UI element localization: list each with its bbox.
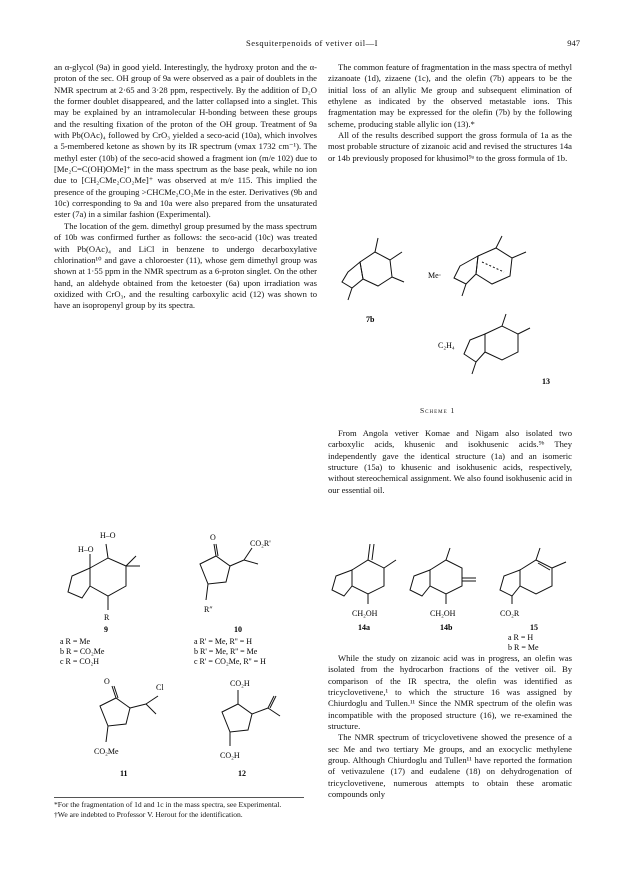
structure-11	[100, 686, 158, 742]
legend-10-c: c R' = CO₂Me, R'' = H	[194, 657, 266, 666]
left-paragraph: an α-glycol (9a) in good yield. Interestingly, the hydroxy proton and the α-proton of the sec. OH group of 9a were observed as a pair of doublets in the NMR spectrum at 2·65 and 3·28 ppm, respectively. By the addition of D₂O the former doublet disappeared, and the latter collapsed into a singlet. This may be explained by an intramolecular H-bonding between these groups and the resulting fixation of the proton of the OH group. Treatment of 9a with Pb(OAc)₄ followed by CrO₃ yielded a seco-acid (10a), which involves a 5-membered ketone as shown by its IR spectrum (νmax 1732 cm⁻¹). The methyl ester (10b) of the seco-acid showed a fragment ion (m/e 102) due to [Me₂C=C(OH)OMe]⁺ in the mass spectrum as the base peak, while no ion due to [CH₂CMe₂CO₂Me]⁺ was observed at m/e 115. This implied the presence of the grouping >CHCMe₂CO₂Me in the ester. Derivatives (9b and 10c) corresponding to 9a and 10a were also prepared from the unsaturated ester (7a) in a similar fashion (Experimental).	[54, 62, 317, 220]
structure-15	[500, 548, 566, 604]
substituent-12-b: CO₂H	[220, 751, 240, 760]
label-14b: 14b	[440, 623, 453, 632]
substituent-10-R: R″	[204, 605, 213, 614]
running-header	[0, 38, 624, 52]
substituent-12-a: CO₂H	[230, 679, 250, 688]
label-7b: 7b	[366, 315, 375, 324]
label-11: 11	[120, 769, 128, 778]
structures-9-10-figure	[54, 520, 316, 670]
left-paragraph: The location of the gem. dimethyl group presumed by the mass spectrum of 10b was confirmed further as follows: the seco-acid (10c) was treated with Pb(OAc)₄ and LiCl in benzene to undergo decarboxylative chlorination¹⁰ and gave a chloroester (11), whose gem dimethyl group was shown at 1·55 ppm in the NMR spectrum as a 6-proton singlet. On the other hand, an aldehyde obtained from the ketoester (6a) upon irradiation was oxidized with CrO₃, and the resulting carboxylic acid (12) was shown to have an isopropenyl group by its spectra.	[54, 220, 317, 311]
loss-label-2: C₂H₄	[438, 341, 455, 350]
footnotes	[54, 800, 316, 819]
footnote: †We are indebted to Professor V. Herout for the identification.	[54, 809, 243, 819]
legend-9-a: a R = Me	[60, 637, 91, 646]
cation-structure	[454, 236, 526, 296]
structures-11-12-figure	[54, 676, 316, 788]
structure-12	[222, 690, 280, 746]
right-paragraph: While the study on zizanoic acid was in progress, an olefin was isolated from the hydrocarbon fractions of the vetiver oil. By comparison of the IR spectra, the olefin was identified as tricyclovetivene,¹ to which the structure 16 was assigned by Chiurdoglu and Tullen.¹¹ Since the NMR spectrum of the olefin was incompatible with the proposed structure (16), we re-examined the structure.	[328, 653, 572, 732]
substituent-10-O: O	[210, 533, 216, 542]
right-column	[328, 62, 572, 164]
substituent-9-H2: H–O	[78, 545, 94, 554]
right-paragraph: The NMR spectrum of tricyclovetivene showed the presence of a sec Me and two tertiary Me groups, and an exocyclic methylene group. Although Chiurdoglu and Tullen¹¹ have reported the formation of vetivazulene (17) and eudalene (18) on dehydrogenation of tricyclovetivene, numerous attempts to obtain these aromatic compounds only	[328, 732, 572, 800]
substituent-9-R: R	[104, 613, 110, 622]
legend-9-c: c R = CO₂H	[60, 657, 100, 666]
label-12: 12	[238, 769, 246, 778]
page-number: 947	[567, 38, 580, 48]
structure-14b	[410, 548, 476, 604]
label-13: 13	[542, 377, 550, 386]
label-14a: 14a	[358, 623, 370, 632]
substituent-9-H: H–O	[100, 531, 116, 540]
scheme-1-figure	[330, 222, 574, 408]
legend-10-a: a R' = Me, R'' = H	[194, 637, 253, 646]
legend-15-a: a R = H	[508, 633, 534, 642]
structure-7b	[342, 238, 404, 300]
structures-14-15-figure	[330, 530, 574, 655]
substituent-11-b: CO₂Me	[94, 747, 119, 756]
structure-14a	[332, 544, 396, 604]
right-column-lower	[328, 653, 572, 800]
substituent-15: CO₂R	[500, 609, 520, 618]
right-paragraph: All of the results described support the gross formula of 1a as the most probable structure of zizanoic acid and revised the structures 14a or 14b previously proposed for khusimol⁹ᵃ to the gross formula of 1b.	[328, 130, 572, 163]
legend-10-b: b R' = Me, R'' = Me	[194, 647, 258, 656]
legend-9-b: b R = CO₂Me	[60, 647, 105, 656]
scheme-label: Scheme 1	[420, 406, 456, 415]
substituent-14b: CH₂OH	[430, 609, 456, 618]
structure-10	[200, 544, 258, 600]
right-column-after-scheme	[328, 428, 572, 496]
structure-13	[464, 314, 530, 374]
substituent-11-a: Cl	[156, 683, 164, 692]
footnote-rule	[54, 797, 304, 798]
running-title: Sesquiterpenoids of vetiver oil—I	[246, 38, 378, 48]
substituent-14a: CH₂OH	[352, 609, 378, 618]
right-paragraph: From Angola vetiver Komae and Nigam also isolated two carboxylic acids, khusenic and isokhusenic acids.⁹ᵇ They independently gave the identical structure (1a) and an isomeric structure (15a) to khusenic and isokhusenic acids, respectively, without stereochemical assignment. We also found isokhusenic acid in our essential oil.	[328, 428, 572, 495]
label-10: 10	[234, 625, 242, 634]
substituent-11-O: O	[104, 677, 110, 686]
legend-15-b: b R = Me	[508, 643, 539, 652]
left-column	[54, 62, 317, 312]
loss-label: Me·	[428, 271, 442, 280]
footnote: *For the fragmentation of 1d and 1c in the mass spectra, see Experimental.	[54, 800, 282, 809]
right-paragraph: The common feature of fragmentation in the mass spectra of methyl zizanoate (1d), zizaene (1c), and the olefin (7b) appears to be the initial loss of an allylic Me group and subsequent elimination of ethylene as indicated by the observed metastable ions. This fragmentation may be expressed for the olefin (7b) by the following scheme, producing stable allylic ion (13).*	[328, 62, 572, 129]
label-15: 15	[530, 623, 538, 632]
label-9: 9	[104, 625, 108, 634]
substituent-10: CO₂R'	[250, 539, 271, 548]
